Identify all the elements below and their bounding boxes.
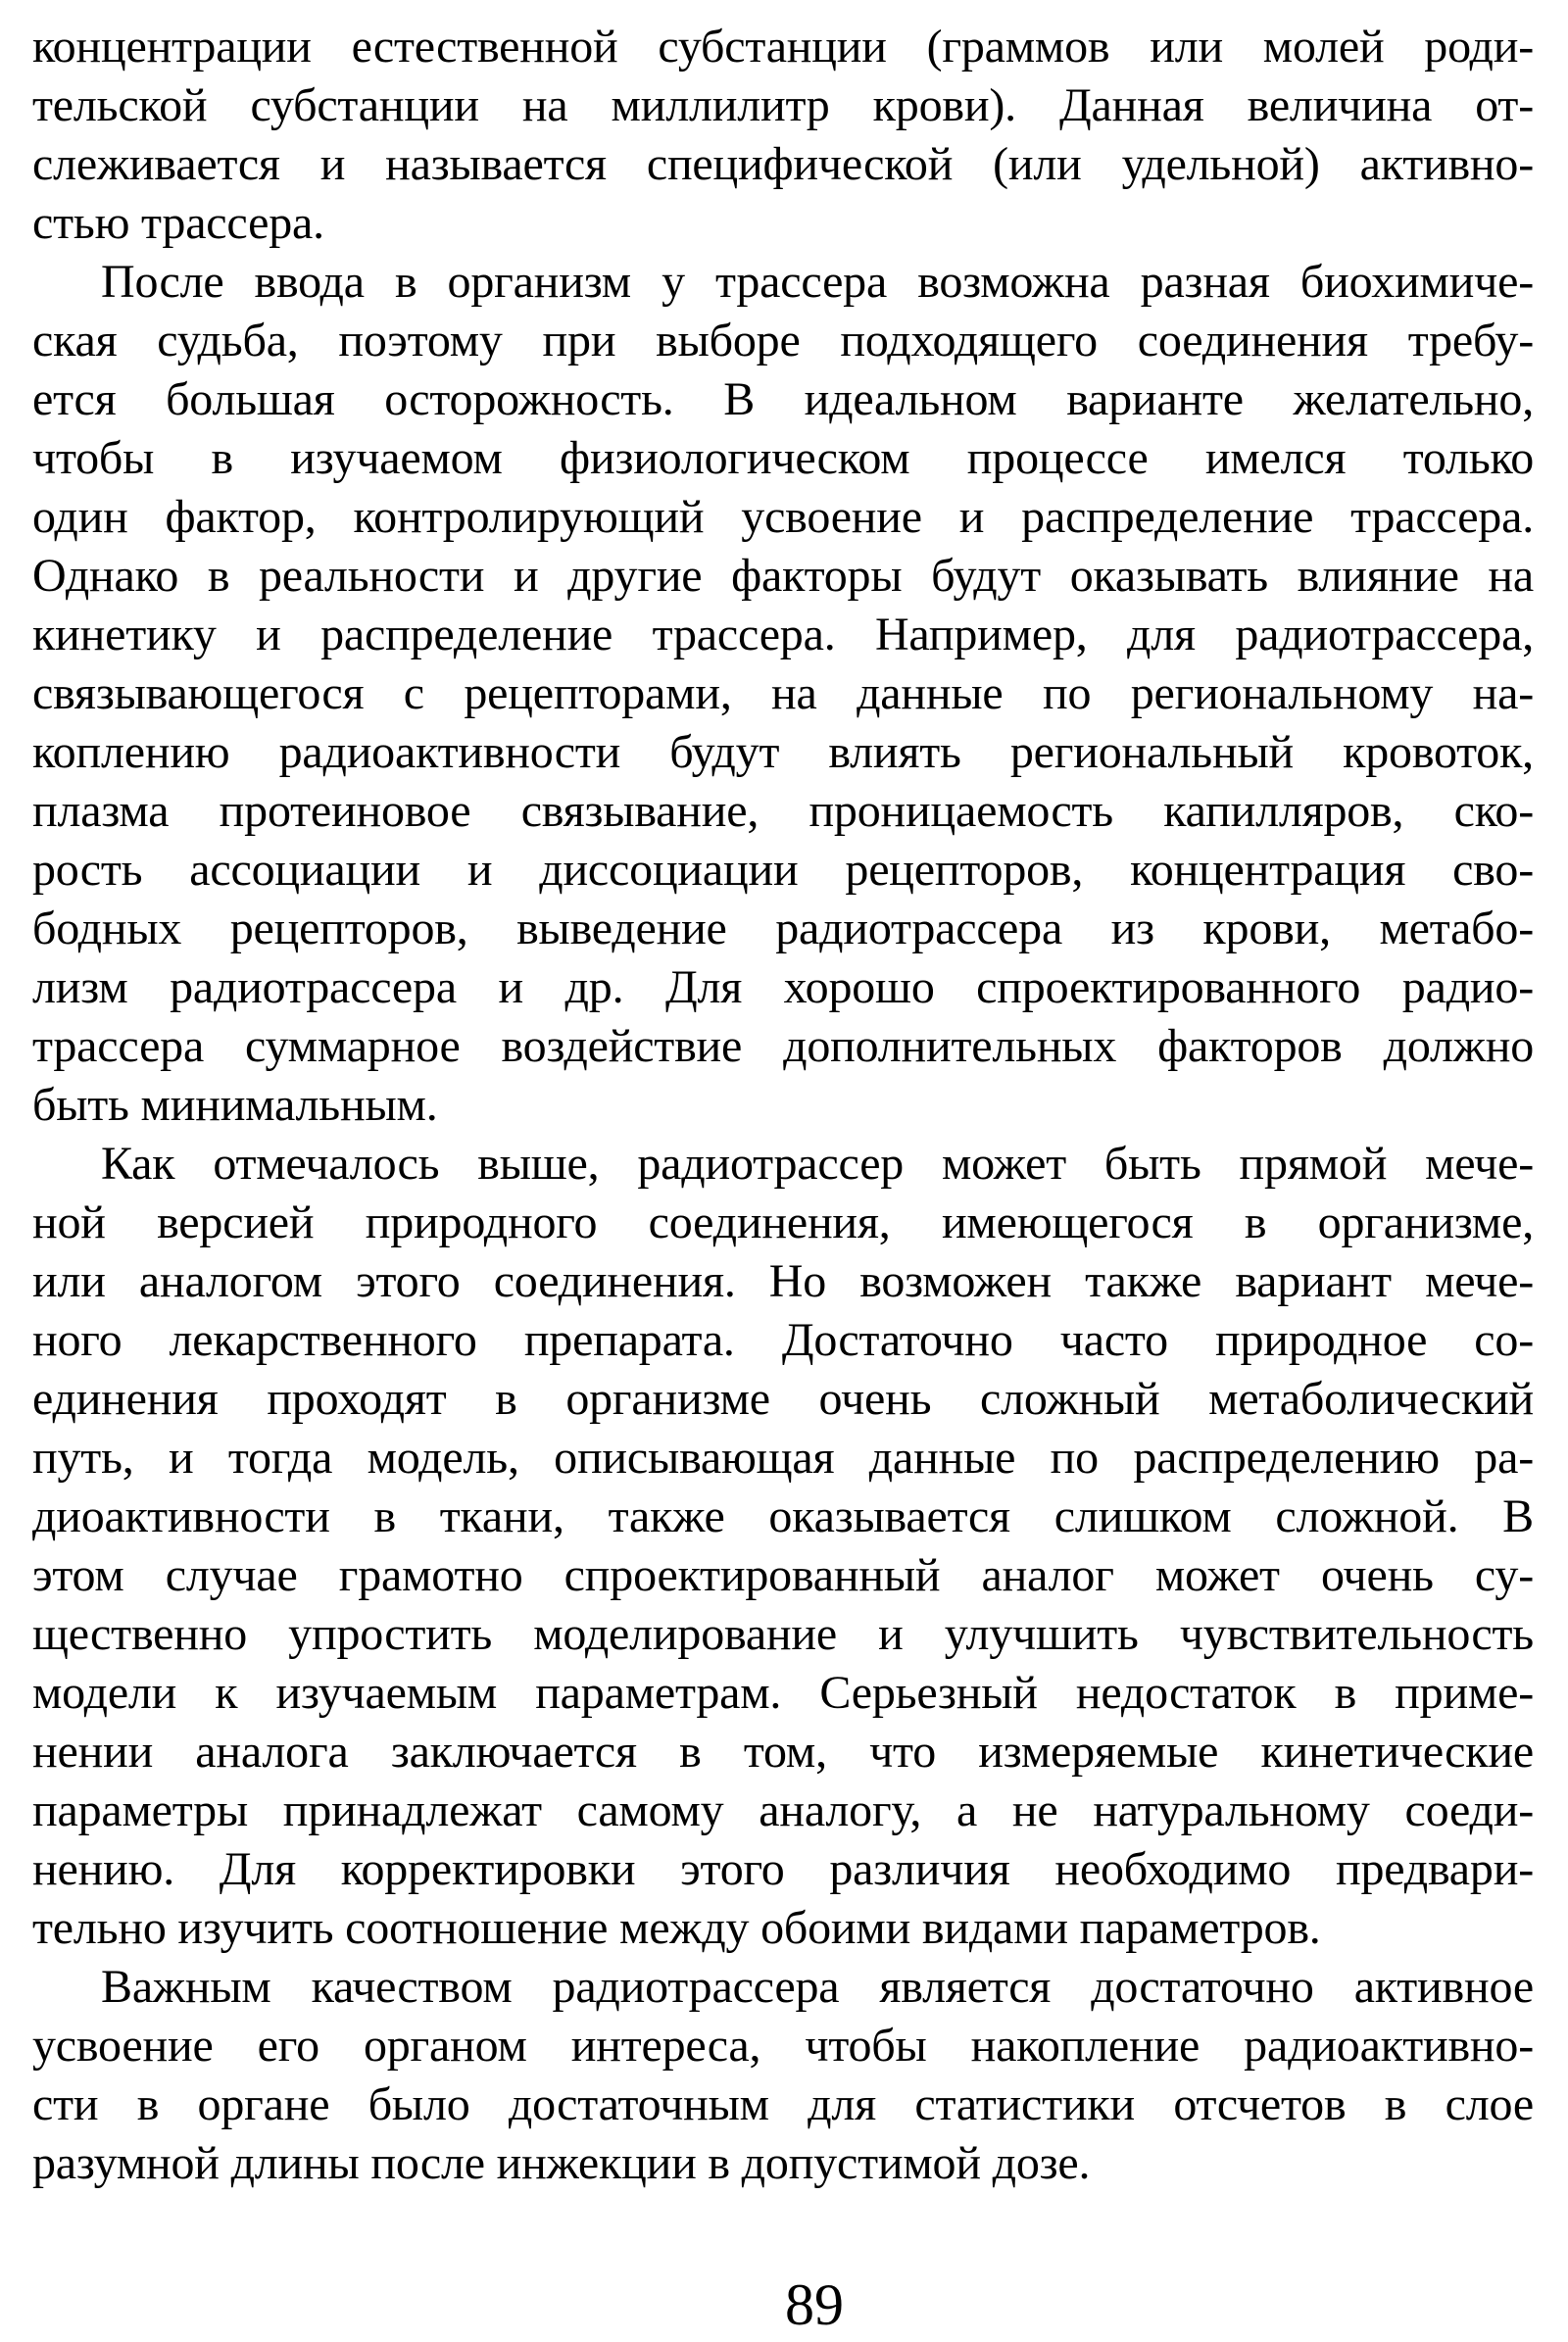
text-line: стью трассера.: [32, 197, 324, 249]
text-line: Важным качеством радиотрассера является достаточно активное: [101, 1961, 1534, 2013]
text-line: ной версией природного соединения, имеющегося в организме,: [32, 1196, 1534, 1248]
text-line: трассера суммарное воздействие дополнительных факторов должно: [32, 1020, 1534, 1072]
text-line: модели к изучаемым параметрам. Серьезный недостаток в приме-: [32, 1667, 1534, 1719]
page-number: 89: [785, 2272, 844, 2337]
text-line: или аналогом этого соединения. Но возможен также вариант мече-: [32, 1255, 1534, 1307]
text-line: усвоение его органом интереса, чтобы накопление радиоактивно-: [32, 2020, 1534, 2072]
text-line: диоактивности в ткани, также оказывается слишком сложной. В: [32, 1490, 1534, 1542]
text-line: нении аналога заключается в том, что измеряемые кинетические: [32, 1726, 1534, 1778]
text-line: ская судьба, поэтому при выборе подходящего соединения требу-: [32, 315, 1534, 366]
text-line: щественно упростить моделирование и улучшить чувствительность: [32, 1608, 1534, 1660]
text-line: единения проходят в организме очень сложный метаболический: [32, 1373, 1534, 1425]
text-line: лизм радиотрассера и др. Для хорошо спроектированного радио-: [32, 961, 1534, 1013]
text-line: тельно изучить соотношение между обоими видами параметров.: [32, 1902, 1321, 1954]
text-line: быть минимальным.: [32, 1079, 438, 1131]
text-line: параметры принадлежат самому аналогу, а не натуральному соеди-: [32, 1784, 1534, 1836]
text-line: этом случае грамотно спроектированный аналог может очень су-: [32, 1549, 1534, 1601]
text-line: связывающегося с рецепторами, на данные по региональному на-: [32, 667, 1534, 719]
text-line: ется большая осторожность. В идеальном варианте желательно,: [32, 373, 1534, 425]
text-line: путь, и тогда модель, описывающая данные по распределению ра-: [32, 1432, 1534, 1484]
text-line: рость ассоциации и диссоциации рецепторов, концентрация сво-: [32, 844, 1534, 896]
text-line: Однако в реальности и другие факторы будут оказывать влияние на: [32, 550, 1534, 602]
text-line: один фактор, контролирующий усвоение и распределение трассера.: [32, 491, 1534, 543]
text-line: кинетику и распределение трассера. Например, для радиотрассера,: [32, 609, 1534, 660]
text-line: плазма протеиновое связывание, проницаемость капилляров, ско-: [32, 785, 1534, 837]
text-line: слеживается и называется специфической (или удельной) активно-: [32, 138, 1534, 190]
text-line: Как отмечалось выше, радиотрассер может быть прямой мече-: [101, 1138, 1534, 1190]
text-line: бодных рецепторов, выведение радиотрассера из крови, метабо-: [32, 903, 1534, 954]
text-line: тельской субстанции на миллилитр крови). Данная величина от-: [32, 79, 1534, 131]
text-line: нению. Для корректировки этого различия необходимо предвари-: [32, 1843, 1534, 1895]
text-line: коплению радиоактивности будут влиять региональный кровоток,: [32, 726, 1534, 778]
text-line: сти в органе было достаточным для статистики отсчетов в слое: [32, 2078, 1534, 2130]
text-line: ного лекарственного препарата. Достаточно часто природное со-: [32, 1314, 1534, 1366]
text-line: разумной длины после инжекции в допустимой дозе.: [32, 2137, 1091, 2189]
text-line: концентрации естественной субстанции (граммов или молей роди-: [32, 21, 1534, 73]
page-text: [32, 18, 1534, 2193]
text-line: чтобы в изучаемом физиологическом процессе имелся только: [32, 432, 1534, 484]
text-line: После ввода в организм у трассера возможна разная биохимиче-: [101, 256, 1534, 308]
